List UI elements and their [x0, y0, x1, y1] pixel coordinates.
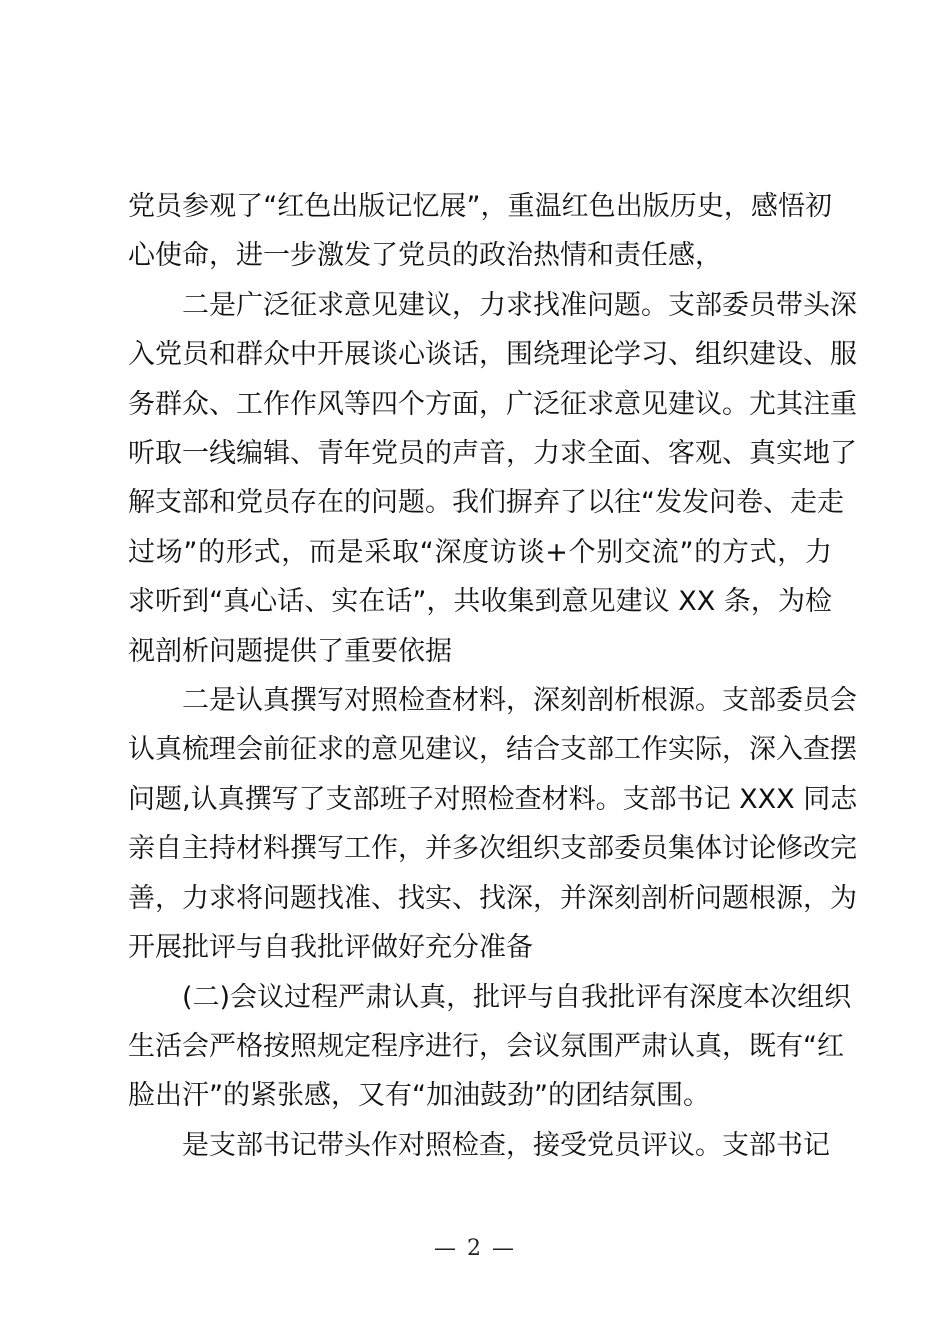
- text-line: 听取一线编辑、青年党员的声音，力求全面、客观、真实地了: [128, 438, 857, 470]
- paragraph: [128, 281, 857, 676]
- paragraph: [128, 676, 858, 972]
- text-line: 求听到“真心话、实在话”，共收集到意见建议 XX 条，为检: [128, 586, 832, 618]
- text-line: 心使命，进一步激发了党员的政治热情和责任感，: [128, 240, 722, 272]
- text-line: 脸出汗”的紧张感，又有“加油鼓劲”的团结氛围。: [128, 1080, 710, 1112]
- text-line: 过场”的形式，而是采取“深度访谈+个别交流”的方式，力: [128, 536, 832, 568]
- text-line: 是支部书记带头作对照检查，接受党员评议。支部书记: [182, 1129, 830, 1161]
- text-line: (二)会议过程严肃认真，批评与自我批评有深度本次组织: [182, 981, 852, 1013]
- text-line: 二是认真撰写对照检查材料，深刻剖析根源。支部委员会: [182, 685, 857, 717]
- text-line: 二是广泛征求意见建议，力求找准问题。支部委员带头深: [182, 289, 857, 321]
- paragraph: [128, 182, 832, 281]
- text-line: 解支部和党员存在的问题。我们摒弃了以往“发发问卷、走走: [128, 487, 844, 519]
- text-line: 认真梳理会前征求的意见建议，结合支部工作实际，深入查摆: [128, 734, 857, 766]
- text-line: 党员参观了“红色出版记忆展”，重温红色出版历史，感悟初: [128, 191, 832, 222]
- text-line: 生活会严格按照规定程序进行，会议氛围严肃认真，既有“红: [128, 1030, 844, 1062]
- text-line: 务群众、工作作风等四个方面，广泛征求意见建议。尤其注重: [128, 388, 857, 420]
- page-number: — 2 —: [434, 1236, 516, 1261]
- paragraph: [128, 1121, 832, 1170]
- paragraph: [128, 973, 852, 1121]
- text-line: 亲自主持材料撰写工作，并多次组织支部委员集体讨论修改完: [128, 833, 857, 865]
- text-line: 善，力求将问题找准、找实、找深，并深刻剖析问题根源，为: [128, 882, 857, 914]
- text-line: 入党员和群众中开展谈心谈话，围绕理论学习、组织建设、服: [128, 339, 857, 371]
- document-body: [128, 182, 858, 1170]
- text-line: 开展批评与自我批评做好充分准备: [128, 932, 533, 964]
- text-line: 问题,认真撰写了支部班子对照检查材料。支部书记 XXX 同志: [128, 783, 858, 815]
- text-line: 视剖析问题提供了重要依据: [128, 635, 452, 667]
